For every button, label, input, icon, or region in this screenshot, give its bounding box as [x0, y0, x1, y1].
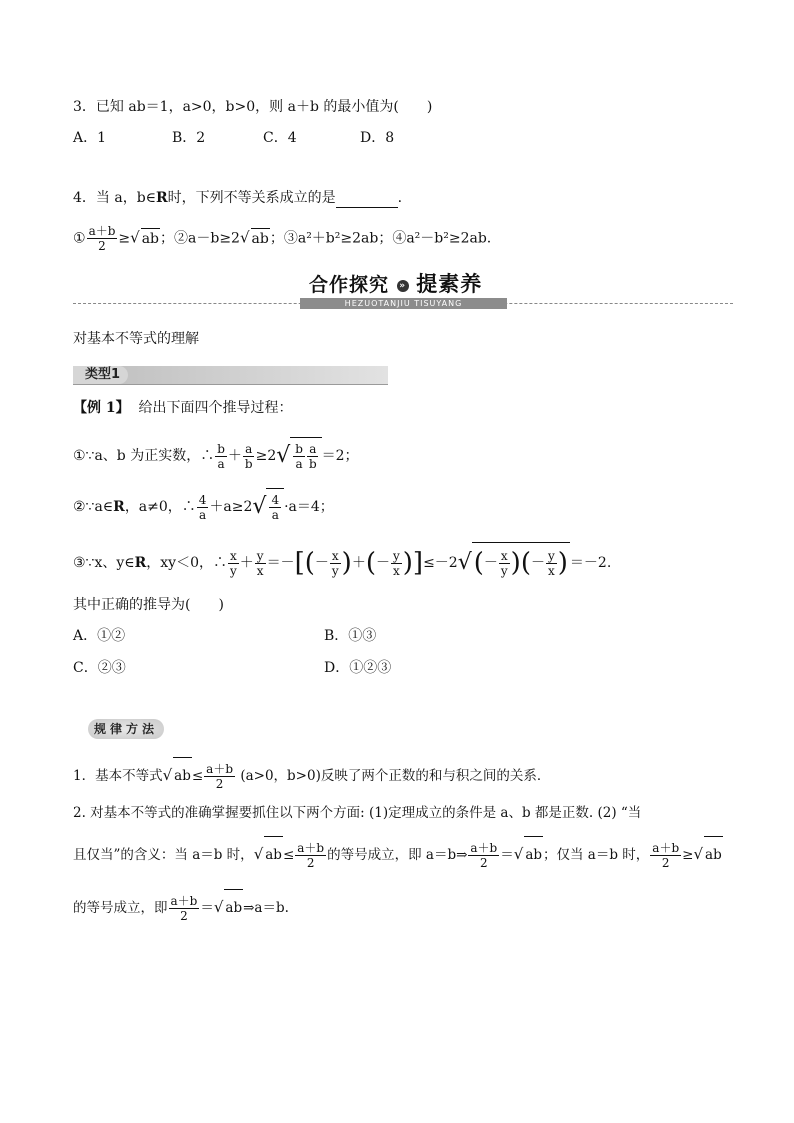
example-intro-text: 给出下面四个推导过程：: [138, 400, 293, 416]
fraction: [169, 894, 200, 923]
sqrt-sign: √: [253, 845, 264, 863]
fraction: [269, 493, 281, 522]
fraction: [330, 549, 341, 578]
sqrt-sign: √: [130, 228, 140, 247]
method-line-3: [73, 836, 723, 872]
le-sign: ≤: [191, 768, 204, 784]
method-line-1: [73, 757, 550, 793]
fraction: [295, 841, 326, 870]
p3-le: ≤－2: [423, 555, 458, 571]
p3-end: ＝－2.: [569, 555, 612, 571]
item1-label: ①: [73, 230, 86, 247]
banner-pinyin: HEZUOTANJIU TISUYANG: [300, 298, 507, 309]
paren: ): [510, 548, 521, 578]
q4-stem-post: 时，下列不等关系成立的是: [167, 190, 336, 206]
sqrt-sign: √: [239, 228, 250, 247]
p1-end: ＝2；: [321, 448, 359, 464]
answer-blank: [336, 193, 398, 208]
p3-pre: ③∵x、y∈: [73, 555, 135, 571]
p3-mid: ，xy＜0，∴: [146, 555, 227, 571]
frac-num: x: [230, 548, 237, 563]
q3-option-b: B．2: [172, 130, 206, 146]
topic-heading: 对基本不等式的理解: [73, 331, 199, 347]
frac-den: a: [199, 507, 207, 522]
radicand: ab: [224, 889, 243, 926]
fraction: [307, 442, 319, 471]
radicand: ab: [704, 836, 723, 873]
frac-den: 2: [661, 856, 670, 870]
example-question: 其中正确的推导为( ): [73, 597, 224, 613]
paren: ): [402, 548, 413, 578]
frac-den: b: [308, 456, 317, 471]
fraction: [255, 549, 266, 578]
fraction: [546, 549, 557, 578]
frac-den: x: [547, 563, 555, 578]
q4-stem-pre: 4．当 a，b∈: [73, 190, 157, 206]
frac-num: y: [256, 548, 264, 563]
fraction: [215, 442, 227, 471]
frac-num: a＋b: [470, 841, 498, 855]
radicand: ab: [524, 836, 543, 873]
sqrt-sign: √: [252, 494, 267, 519]
radicand: ab: [173, 757, 192, 794]
question-4-items: [73, 224, 491, 253]
frac-num: y: [547, 548, 555, 563]
example-intro: [73, 398, 293, 418]
sqrt-sign: √: [162, 766, 173, 784]
radicand: [290, 437, 321, 474]
frac-den: 2: [180, 909, 188, 923]
frac-num: 4: [198, 492, 207, 507]
item2: ②a－b≥2: [174, 230, 240, 247]
radicand: ab: [251, 228, 270, 249]
l3-a: 且仅当”的含义：当 a＝b 时，: [73, 847, 254, 863]
frac-num: 4: [271, 492, 280, 507]
bracket: [: [294, 548, 305, 578]
sqrt-sign: √: [693, 845, 704, 863]
q3-option-d: D．8: [360, 130, 395, 146]
frac-num: b: [295, 441, 303, 456]
radicand: [266, 488, 284, 525]
banner-title-left: 合作探究: [309, 274, 390, 296]
frac-den: x: [256, 563, 264, 578]
frac-den: y: [331, 563, 339, 578]
ex-option-a: A．①②: [73, 628, 126, 644]
sqrt-sign: √: [276, 443, 291, 468]
ex-option-b: B．①③: [324, 628, 377, 644]
banner-title-right: 提素养: [416, 272, 483, 296]
l4-b: ＝: [200, 900, 214, 916]
frac-den: 2: [98, 239, 106, 253]
p2-plus: ＋a≥2: [209, 499, 253, 515]
ge-sign: ≥: [118, 230, 131, 247]
fraction: [197, 493, 209, 522]
derivation-2: [73, 488, 334, 524]
l3-d: ；仅当 a＝b 时，: [543, 847, 650, 863]
frac-num: x: [331, 548, 339, 563]
fraction: [468, 841, 499, 870]
l1-pre: 1．基本不等式: [73, 768, 163, 784]
frac-den: x: [392, 563, 400, 578]
paren: (: [304, 548, 315, 578]
q4-stem-r: R: [156, 190, 168, 206]
derivation-1: [73, 437, 359, 473]
p2-pre: ②∵a∈: [73, 499, 114, 515]
frac-num: a＋b: [170, 894, 198, 908]
le-sign: ≤: [282, 847, 295, 863]
p1-pre: ①∵a、b 为正实数，∴: [73, 448, 215, 464]
frac-num: a: [245, 441, 253, 456]
fraction: [650, 841, 681, 870]
fraction: [228, 549, 239, 578]
sqrt-sign: √: [457, 550, 472, 575]
frac-den: y: [500, 563, 508, 578]
l3-c: ＝: [500, 847, 514, 863]
radicand: ab: [141, 228, 160, 249]
paren: ): [557, 548, 568, 578]
ex-option-d: D．①②③: [324, 660, 392, 676]
q3-option-a: A．1: [73, 130, 107, 146]
item4: ④a²－b²≥2ab.: [392, 230, 492, 247]
fraction: [293, 442, 305, 471]
question-4-stem: [73, 188, 402, 208]
derivation-3: ③∵x、y∈R，xy＜0，∴ $\frac{x}{y}$ ＋ $\frac{y}{x}$ ＝－[(－ $\frac{x}{y}$ )＋(－ $\frac{y}{x}$ )]≤－2√(－ $\frac{x}{y}$ )(－ $\frac{y}{x}$ ) ＝－2.: [73, 542, 611, 582]
paren: ): [341, 548, 352, 578]
frac-num: a: [309, 441, 317, 456]
frac-den: 2: [215, 777, 224, 791]
bracket: ]: [412, 548, 424, 578]
q3-option-c: C．4: [263, 130, 297, 146]
frac-num: a＋b: [88, 224, 116, 238]
radicand: (－ $\frac{x}{y}$ )(－ $\frac{y}{x}$ ): [472, 542, 570, 583]
ge-two: ≥2: [255, 448, 277, 464]
p2-mid: ，a≠0，∴: [124, 499, 196, 515]
chevron-right-icon: »: [397, 280, 409, 292]
type-tag: 类型1: [73, 366, 128, 384]
example-label: 【例 1】: [73, 400, 130, 416]
method-line-2: 2. 对基本不等式的准确掌握要抓住以下两个方面: (1)定理成立的条件是 a、b 都是正数. (2) “当: [73, 805, 642, 821]
frac-den: 2: [306, 856, 315, 870]
fraction: [391, 549, 402, 578]
item1-end: ；: [160, 230, 175, 247]
question-3-stem: 3．已知 ab＝1，a>0，b>0，则 a＋b 的最小值为( ): [73, 99, 433, 115]
p3-eq: ＝－: [266, 555, 295, 571]
sqrt-sign: √: [213, 898, 224, 916]
fraction: [243, 442, 255, 471]
ex-option-c: C．②③: [73, 660, 126, 676]
plus-sign: ＋: [227, 448, 242, 464]
frac-den: a: [271, 507, 279, 522]
p2-end: ·a＝4；: [284, 499, 334, 515]
frac-num: a＋b: [206, 762, 234, 776]
fraction: [499, 549, 510, 578]
p2-r: R: [113, 499, 125, 515]
frac-den: a: [217, 456, 225, 471]
l3-b: 的等号成立，即 a＝b⇒: [327, 847, 468, 863]
l4-a: 的等号成立，即: [73, 900, 168, 916]
type-bar: [73, 366, 388, 385]
paren: (: [473, 548, 484, 578]
item3: ③a²＋b²≥2ab；: [283, 230, 393, 247]
frac-num: b: [217, 441, 225, 456]
item2-end: ；: [269, 230, 284, 247]
method-line-4: [73, 889, 289, 925]
frac-den: b: [244, 456, 253, 471]
fraction: [204, 762, 235, 791]
q4-stem-end: .: [397, 190, 403, 206]
frac-den: 2: [480, 856, 488, 870]
l4-c: ⇒a＝b.: [243, 900, 289, 916]
sqrt-sign: √: [513, 845, 524, 863]
l1-post: (a>0，b>0)反映了两个正数的和与积之间的关系．: [240, 768, 551, 784]
p3-r: R: [134, 555, 147, 571]
frac-num: y: [392, 548, 400, 563]
frac-num: a＋b: [652, 841, 680, 855]
radicand: ab: [264, 836, 283, 873]
method-tag: 规律方法: [88, 719, 164, 739]
ge-sign: ≥: [682, 847, 694, 863]
frac-num: x: [500, 548, 508, 563]
frac-den: a: [295, 456, 303, 471]
paren: (: [520, 548, 531, 578]
section-banner: [73, 268, 733, 312]
frac-den: y: [230, 563, 237, 578]
paren: (: [365, 548, 376, 578]
frac-num: a＋b: [297, 841, 325, 855]
banner-title: [309, 268, 482, 298]
item1-fraction: [87, 224, 118, 253]
